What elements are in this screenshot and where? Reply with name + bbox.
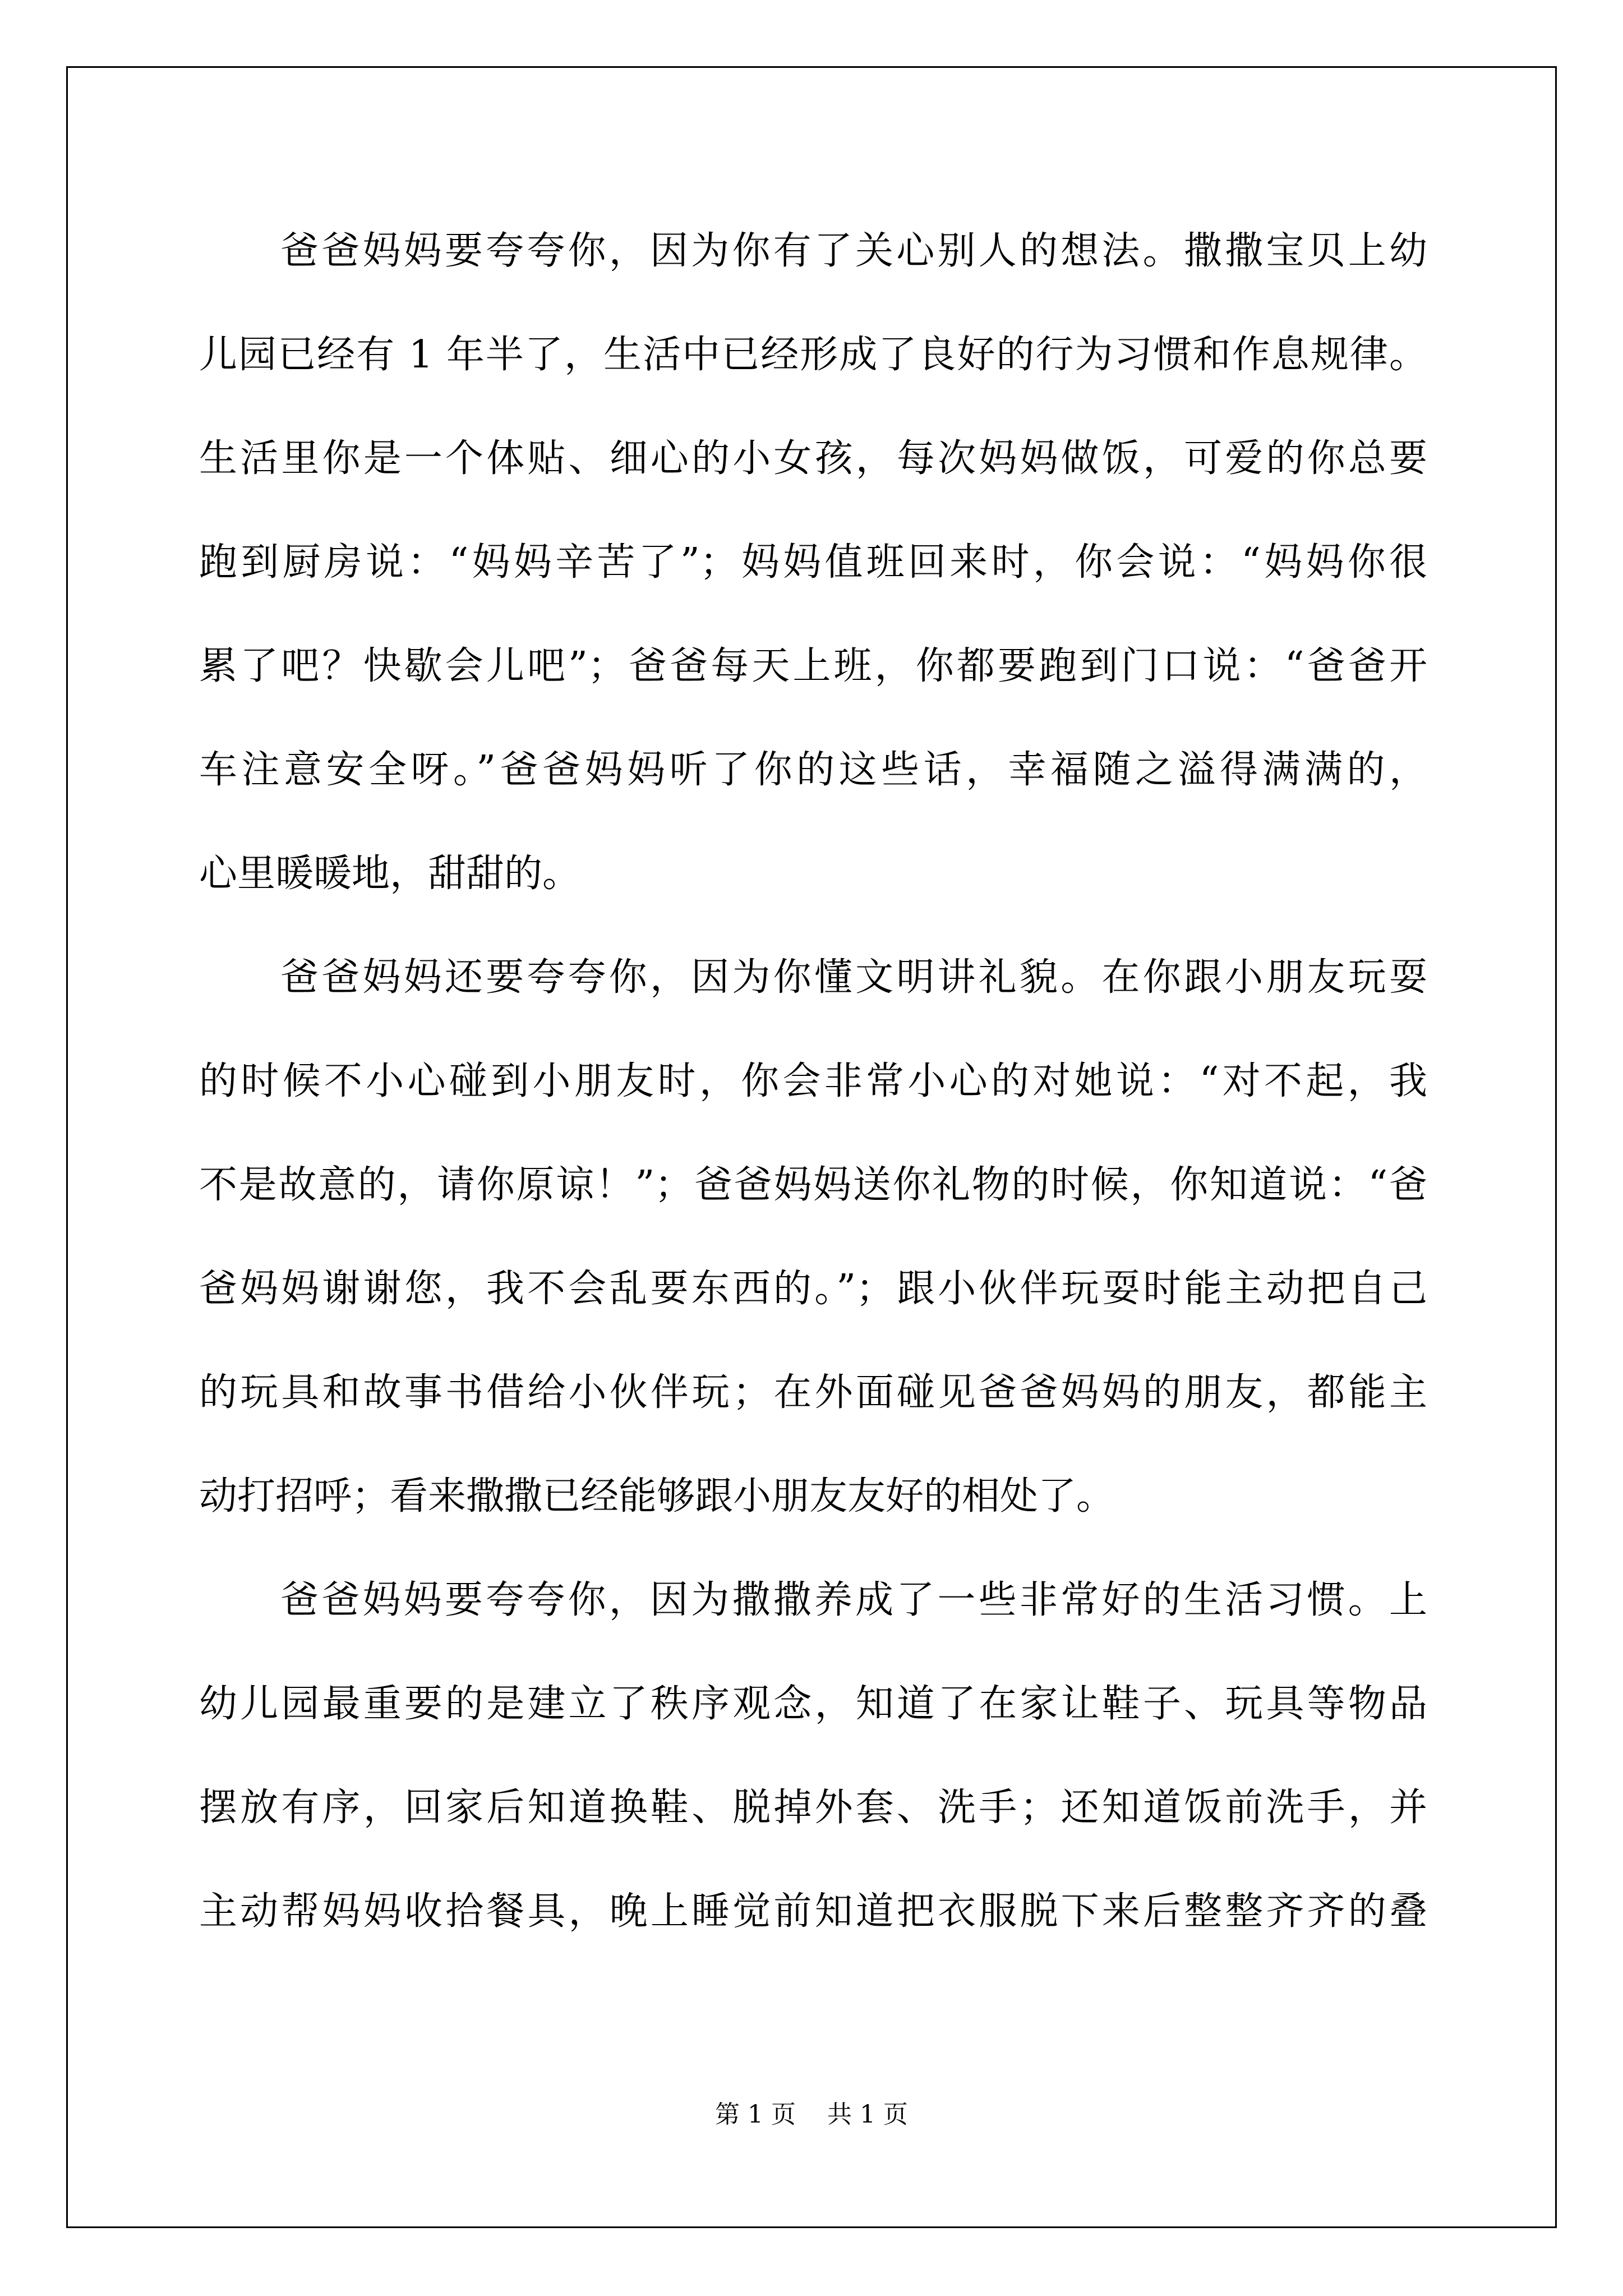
paragraph-1-line-2: 儿园已经有 1 年半了，生活中已经形成了良好的行为习惯和作息规律。 [199, 333, 1427, 377]
paragraph-1-line-1: 爸爸妈妈要夸夸你，因为你有了关心别人的想法。撒撒宝贝上幼 [280, 229, 1427, 273]
paragraph-2-line-3: 不是故意的，请你原谅！”；爸爸妈妈送你礼物的时候，你知道说：“爸 [199, 1163, 1427, 1207]
paragraph-1-line-4: 跑到厨房说：“妈妈辛苦了”；妈妈值班回来时，你会说：“妈妈你很 [199, 540, 1427, 585]
paragraph-3-line-4: 主动帮妈妈收拾餐具，晚上睡觉前知道把衣服脱下来后整整齐齐的叠 [199, 1889, 1427, 1934]
paragraph-3-line-3: 摆放有序，回家后知道换鞋、脱掉外套、洗手；还知道饭前洗手，并 [199, 1786, 1427, 1830]
paragraph-2-line-1: 爸爸妈妈还要夸夸你，因为你懂文明讲礼貌。在你跟小朋友玩耍 [280, 955, 1427, 1000]
paragraph-2-line-4: 爸妈妈谢谢您，我不会乱要东西的。”；跟小伙伴玩耍时能主动把自己 [199, 1267, 1427, 1311]
paragraph-3-line-1: 爸爸妈妈要夸夸你，因为撒撒养成了一些非常好的生活习惯。上 [280, 1578, 1427, 1622]
paragraph-2-line-6: 动打招呼；看来撒撒已经能够跟小朋友友好的相处了。 [199, 1474, 1115, 1519]
paragraph-1-line-3: 生活里你是一个体贴、细心的小女孩，每次妈妈做饭，可爱的你总要 [199, 436, 1427, 481]
paragraph-1-line-5: 累了吧？快歇会儿吧”；爸爸每天上班，你都要跑到门口说：“爸爸开 [199, 644, 1427, 688]
paragraph-1-line-6: 车注意安全呀。”爸爸妈妈听了你的这些话，幸福随之溢得满满的， [199, 748, 1427, 792]
paragraph-3-line-2: 幼儿园最重要的是建立了秩序观念，知道了在家让鞋子、玩具等物品 [199, 1682, 1427, 1726]
paragraph-1-line-7: 心里暖暖地，甜甜的。 [199, 852, 581, 896]
page-number-footer: 第 1 页 共 1 页 [715, 2100, 908, 2129]
paragraph-2-line-5: 的玩具和故事书借给小伙伴玩；在外面碰见爸爸妈妈的朋友，都能主 [199, 1370, 1427, 1415]
paragraph-2-line-2: 的时候不小心碰到小朋友时，你会非常小心的对她说：“对不起，我 [199, 1059, 1427, 1103]
